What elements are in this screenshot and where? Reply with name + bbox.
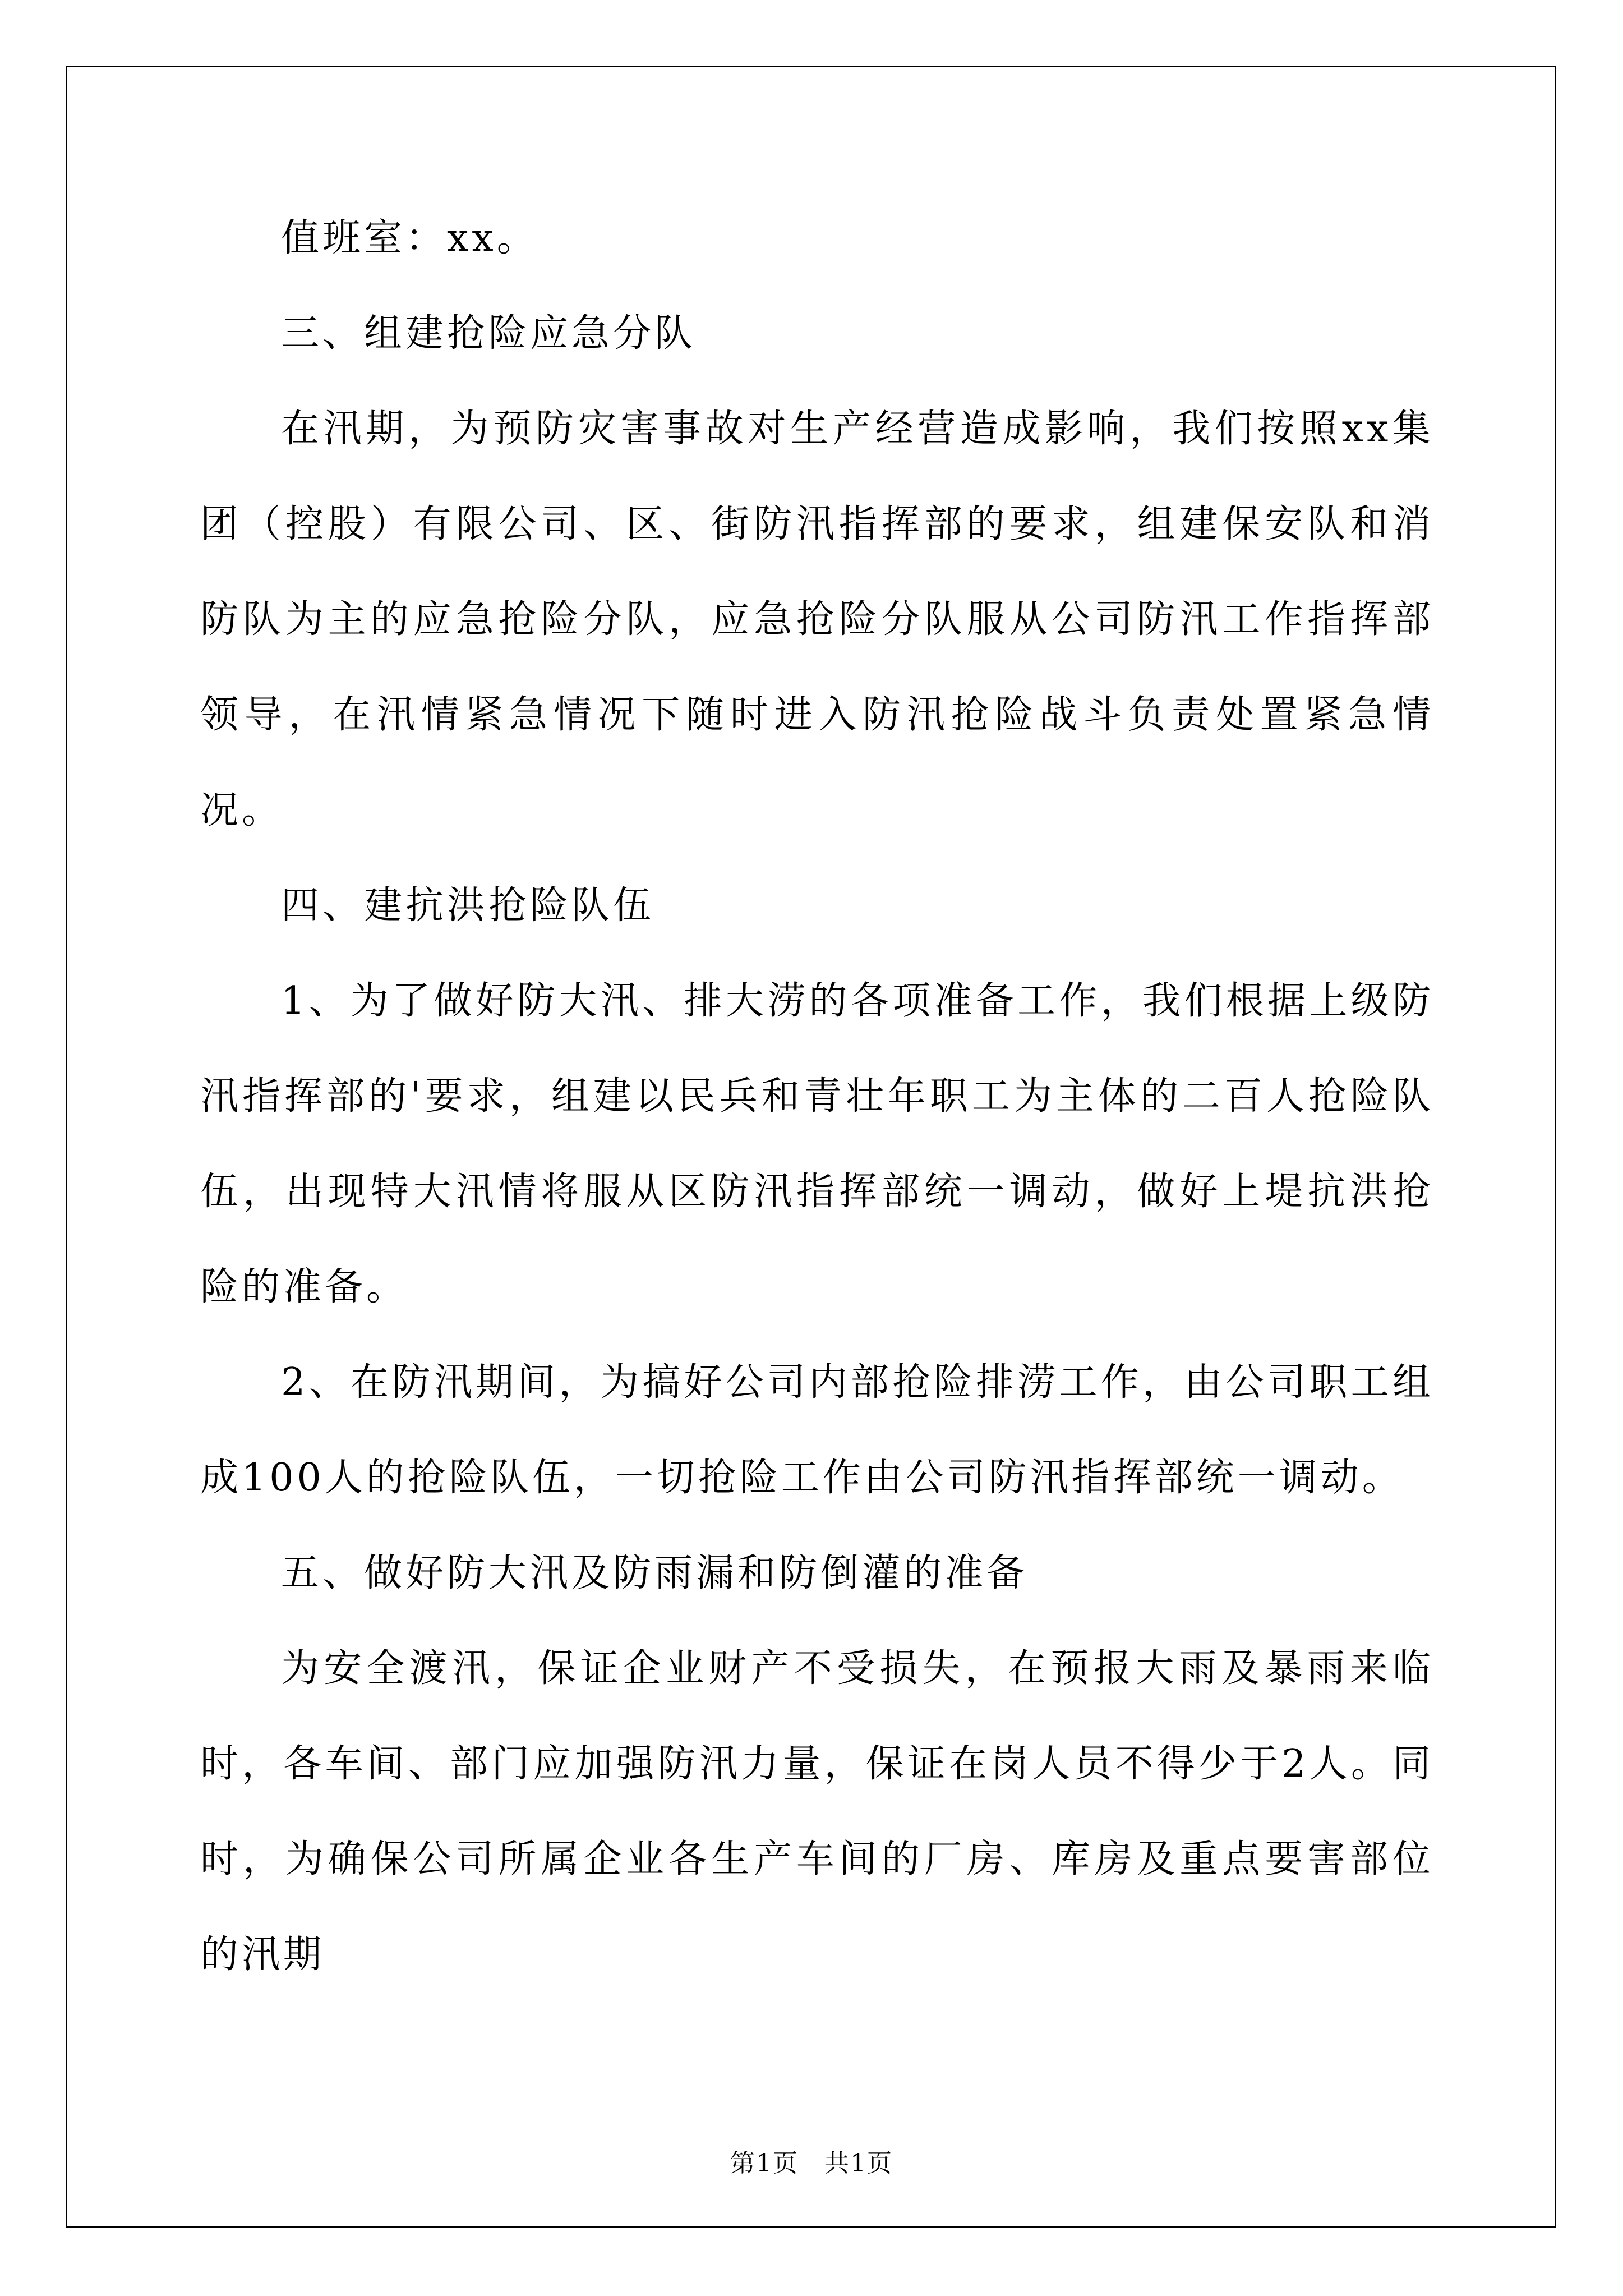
section-heading-4: 四、建抗洪抢险队伍 xyxy=(281,884,655,928)
document-body xyxy=(200,191,1434,2003)
paragraph-flood-team-2: 2、在防汛期间，为搞好公司内部抢险排涝工作，由公司职工组成100人的抢险队伍，一切抢险工作由公司防汛指挥部统一调动。 xyxy=(200,1360,1434,1500)
section-heading-3: 三、组建抢险应急分队 xyxy=(281,311,697,356)
paragraph-flood-preparation: 为安全渡汛，保证企业财产不受损失，在预报大雨及暴雨来临时，各车间、部门应加强防汛力量，保证在岗人员不得少于2人。同时，为确保公司所属企业各生产车间的厂房、库房及重点要害部位的汛期 xyxy=(200,1646,1434,1977)
paragraph-duty-room: 值班室：xx。 xyxy=(281,216,538,260)
paragraph-flood-team-1: 1、为了做好防大汛、排大涝的各项准备工作，我们根据上级防汛指挥部的'要求，组建以民兵和青壮年职工为主体的二百人抢险队伍，出现特大汛情将服从区防汛指挥部统一调动，做好上堤抗洪抢险的准备。 xyxy=(200,979,1434,1309)
page-footer: 第1页 共1页 xyxy=(730,2149,893,2178)
section-heading-5: 五、做好防大汛及防雨漏和防倒灌的准备 xyxy=(281,1551,1029,1595)
paragraph-emergency-team: 在汛期，为预防灾害事故对生产经营造成影响，我们按照xx集团（控股）有限公司、区、街防汛指挥部的要求，组建保安队和消防队为主的应急抢险分队，应急抢险分队服从公司防汛工作指挥部领导，在汛情紧急情况下随时进入防汛抢险战斗负责处置紧急情况。 xyxy=(200,407,1434,832)
